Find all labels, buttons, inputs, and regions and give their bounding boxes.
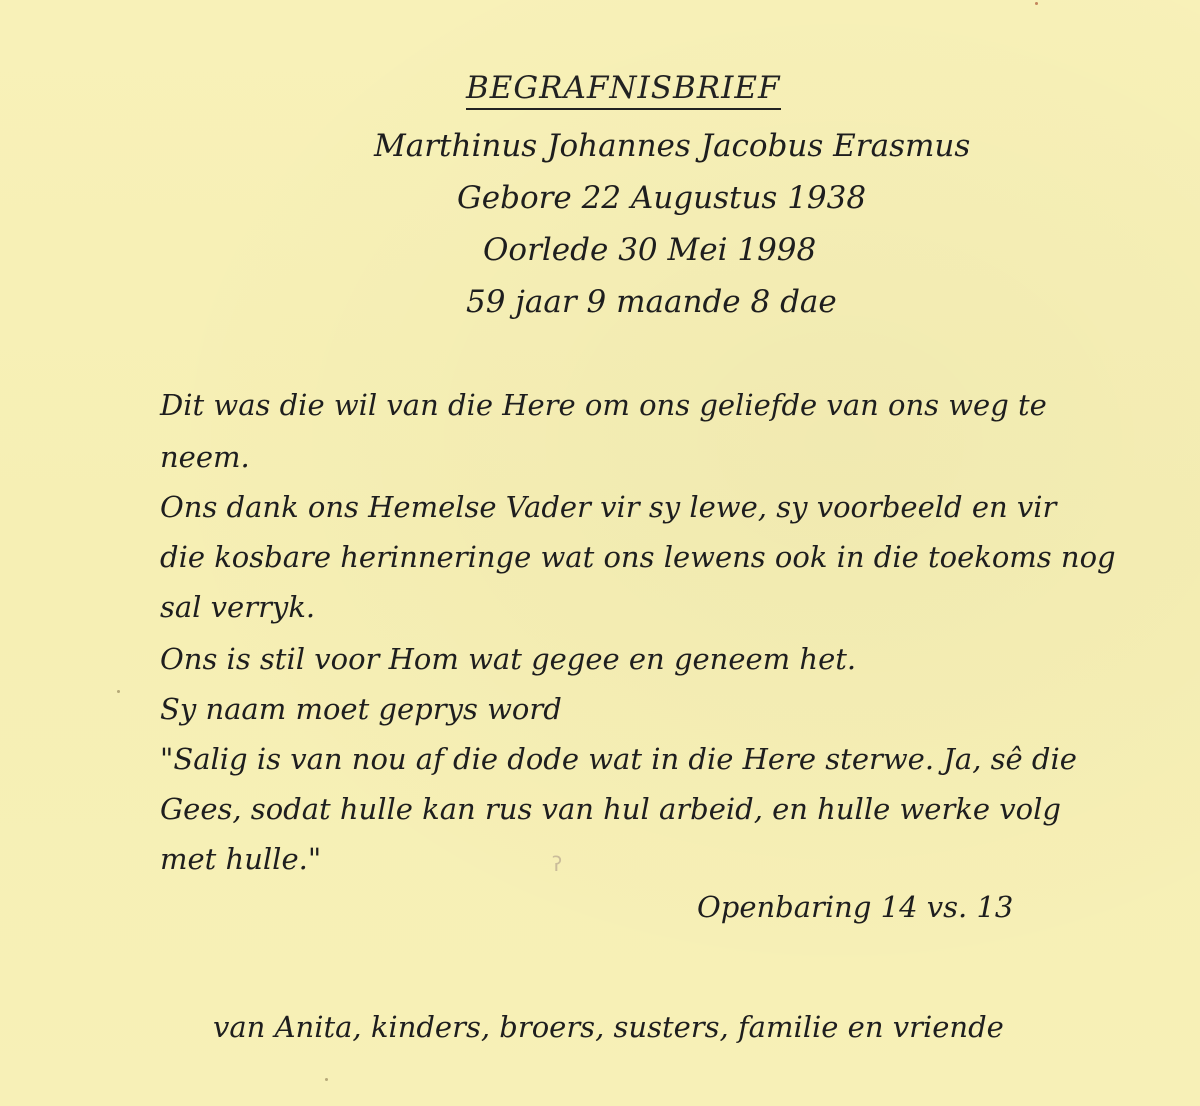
body-line: Sy naam moet geprys word <box>160 692 562 726</box>
birth-date: Gebore 22 Augustus 1938 <box>457 180 867 216</box>
paper-speck <box>117 690 120 693</box>
body-line: Dit was die wil van die Here om ons geliefde van ons weg te <box>160 388 1047 422</box>
body-line: die kosbare herinneringe wat ons lewens ook in die toekoms nog <box>160 540 1116 574</box>
deceased-name: Marthinus Johannes Jacobus Erasmus <box>374 128 971 164</box>
paper-mark: ʔ <box>552 852 563 876</box>
signoff-line: van Anita, kinders, broers, susters, familie en vriende <box>213 1010 1004 1044</box>
paper-speck <box>1035 2 1038 5</box>
body-line: Ons dank ons Hemelse Vader vir sy lewe, sy voorbeeld en vir <box>160 490 1057 524</box>
death-date: Oorlede 30 Mei 1998 <box>483 232 817 268</box>
age-at-death: 59 jaar 9 maande 8 dae <box>466 284 837 320</box>
body-line: Ons is stil voor Hom wat gegee en geneem het. <box>160 642 857 676</box>
scripture-quote-line: Gees, sodat hulle kan rus van hul arbeid, en hulle werke volg <box>160 792 1061 826</box>
body-line: neem. <box>160 440 250 474</box>
scripture-reference: Openbaring 14 vs. 13 <box>697 890 1014 924</box>
scripture-quote-line: "Salig is van nou af die dode wat in die Here sterwe. Ja, sê die <box>160 742 1077 776</box>
paper-speck <box>325 1078 328 1081</box>
scripture-quote-line: met hulle." <box>160 842 322 876</box>
letter-title: BEGRAFNISBRIEF <box>466 70 781 110</box>
body-line: sal verryk. <box>160 590 316 624</box>
